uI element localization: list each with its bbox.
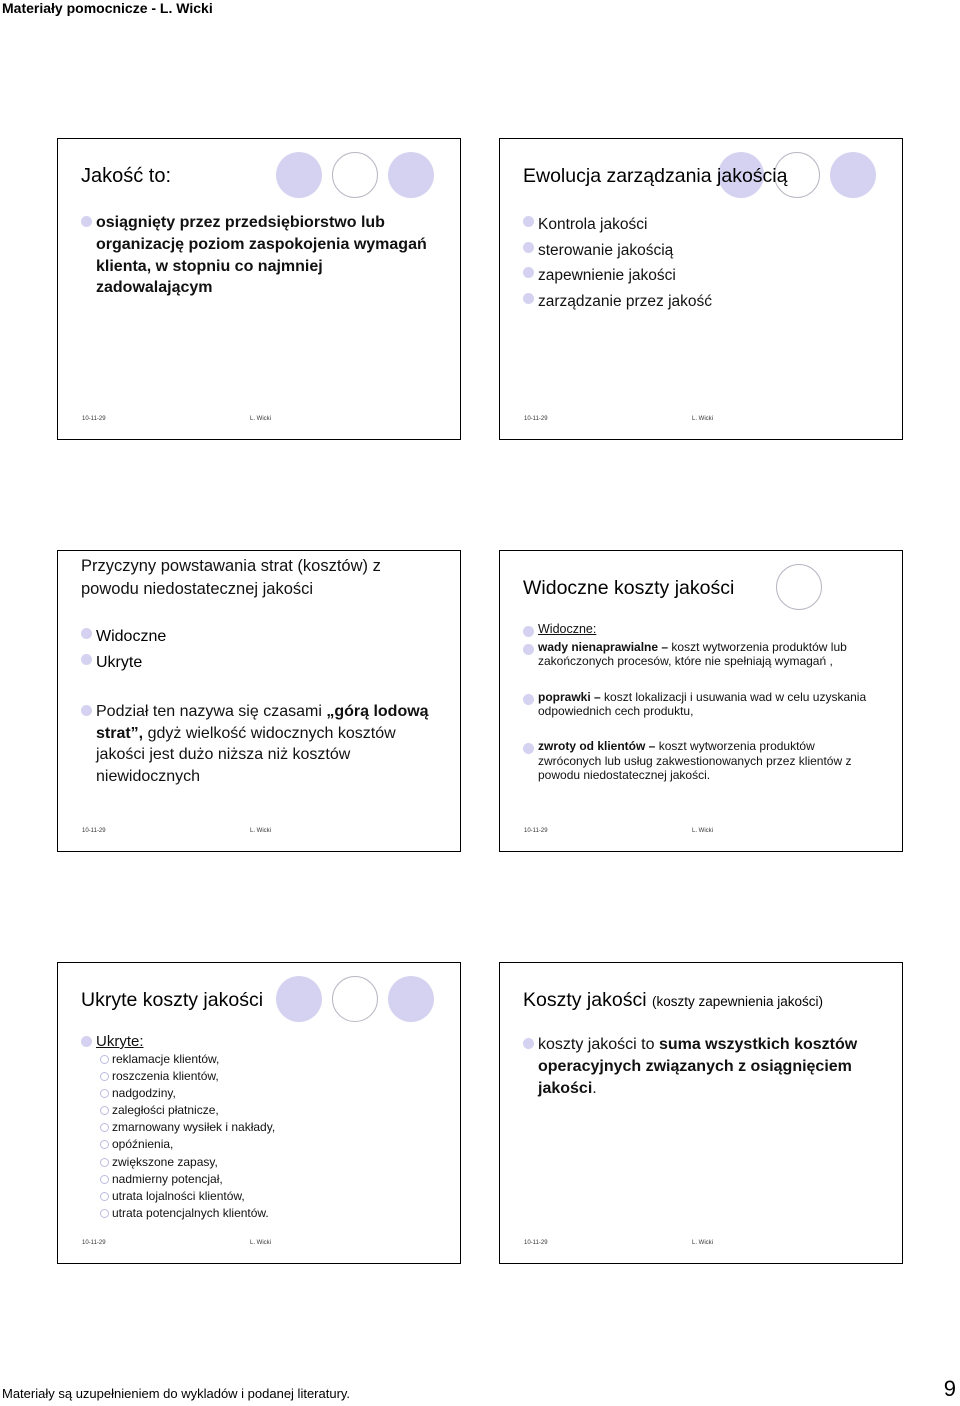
list-item xyxy=(523,1034,863,1100)
decor-circle xyxy=(332,152,378,198)
para-text: Podział ten nazywa się czasami xyxy=(96,703,327,720)
title-small: (koszty zapewnienia jakości) xyxy=(651,994,824,1009)
list-item xyxy=(81,701,441,787)
slide-ewolucja xyxy=(499,138,903,440)
item-term: wady nienaprawialne – xyxy=(538,639,669,654)
evolution-list xyxy=(523,212,712,315)
decor-circle xyxy=(276,976,322,1022)
slide-author: L. Wicki xyxy=(692,1240,713,1246)
slide-title: Ukryte koszty jakości xyxy=(81,989,264,1011)
list-item xyxy=(523,739,873,783)
types-list xyxy=(81,624,166,675)
iceberg-paragraph xyxy=(81,701,441,787)
decor-circle xyxy=(830,152,876,198)
sub-list xyxy=(81,1051,431,1222)
slide-author: L. Wicki xyxy=(250,1240,271,1246)
item-term: zwroty od klientów – xyxy=(538,738,656,753)
definition-list xyxy=(523,1034,863,1100)
page-header: Materiały pomocnicze - L. Wicki xyxy=(2,0,213,16)
list-item: zapewnienie jakości xyxy=(523,263,712,289)
slide-date: 10-11-29 xyxy=(524,1240,548,1246)
item-text: koszt wytworzenia produktów zwróconych lub usług zakwestionowanych przez klientów z powodu niedostatecznej jakości. xyxy=(538,738,852,783)
decor-circle xyxy=(776,564,822,610)
decor-circle xyxy=(388,976,434,1022)
item-text: koszt wytworzenia produktów lub zakończonych procesów, które nie spełniają wymagań , xyxy=(538,639,847,669)
title-main: Koszty jakości xyxy=(523,989,647,1011)
slide-title: Ewolucja zarządzania jakością xyxy=(523,165,788,187)
slide-ukryte-koszty xyxy=(57,962,461,1264)
list-item xyxy=(523,640,873,669)
slide-title xyxy=(523,989,823,1012)
slide-title: Jakość to: xyxy=(81,165,172,187)
list-item: zaległości płatnicze, xyxy=(99,1102,431,1119)
list-item: zmarnowany wysiłek i nakłady, xyxy=(99,1119,431,1136)
list-item: Kontrola jakości xyxy=(523,212,712,238)
list-item: nadmierny potencjał, xyxy=(99,1171,431,1188)
visible-costs-list xyxy=(523,622,873,783)
list-item: nadgodziny, xyxy=(99,1085,431,1102)
slide-title: Widoczne koszty jakości xyxy=(523,577,735,599)
list-item: sterowanie jakością xyxy=(523,238,712,264)
def-bold: suma wszystkich kosztów operacyjnych związanych z osiągnięciem jakości xyxy=(538,1036,858,1097)
item-text: koszt lokalizacji i usuwania wad w celu uzyskania odpowiednich cech produktu, xyxy=(538,689,867,719)
slide-koszty-jakosci xyxy=(499,962,903,1264)
list-item: roszczenia klientów, xyxy=(99,1068,431,1085)
slide-date: 10-11-29 xyxy=(82,828,106,834)
slide-author: L. Wicki xyxy=(692,416,713,422)
list-item: utrata potencjalnych klientów. xyxy=(99,1205,431,1222)
def-end: . xyxy=(592,1080,597,1097)
list-item: zwiększone zapasy, xyxy=(99,1154,431,1171)
list-item: zarządzanie przez jakość xyxy=(523,289,712,315)
hidden-costs-list xyxy=(81,1032,431,1222)
page-footer: Materiały są uzupełnieniem do wykladów i podanej literatury. xyxy=(2,1386,351,1401)
para-bold: „górą lodową strat”, xyxy=(96,703,429,742)
slide-author: L. Wicki xyxy=(250,416,271,422)
para-text: gdyż wielkość widocznych kosztów jakości jest dużo niższa niż kosztów niewidocznych xyxy=(96,724,396,785)
list-item-ukryte: Ukryte xyxy=(81,650,166,676)
list-item: osiągnięty przez przedsiębiorstwo lub organizację poziom zaspokojenia wymagań klienta, w stopniu co najmniej zadowalającym xyxy=(81,212,431,299)
slide-widoczne-koszty xyxy=(499,550,903,852)
list-item: opóźnienia, xyxy=(99,1136,431,1153)
definition-list xyxy=(81,212,431,299)
list-item-widoczne: Widoczne xyxy=(81,624,166,650)
section-label: Ukryte: xyxy=(81,1032,431,1051)
list-item: reklamacje klientów, xyxy=(99,1051,431,1068)
decor-circle xyxy=(388,152,434,198)
slide-date: 10-11-29 xyxy=(524,828,548,834)
slide-jakosc-definicja xyxy=(57,138,461,440)
item-term: poprawki – xyxy=(538,689,601,704)
slide-author: L. Wicki xyxy=(250,828,271,834)
decor-circle xyxy=(332,976,378,1022)
slide-date: 10-11-29 xyxy=(524,416,548,422)
slide-przyczyny-strat xyxy=(57,550,461,852)
slide-author: L. Wicki xyxy=(692,828,713,834)
slide-date: 10-11-29 xyxy=(82,416,106,422)
slide-date: 10-11-29 xyxy=(82,1240,106,1246)
list-item: utrata lojalności klientów, xyxy=(99,1188,431,1205)
list-item xyxy=(523,690,873,719)
section-label: Widoczne: xyxy=(523,622,873,637)
decor-circle xyxy=(276,152,322,198)
def-text: koszty jakości to xyxy=(538,1036,659,1053)
page-number: 9 xyxy=(943,1376,956,1401)
slide-title: Przyczyny powstawania strat (kosztów) z powodu niedostatecznej jakości xyxy=(81,557,381,598)
